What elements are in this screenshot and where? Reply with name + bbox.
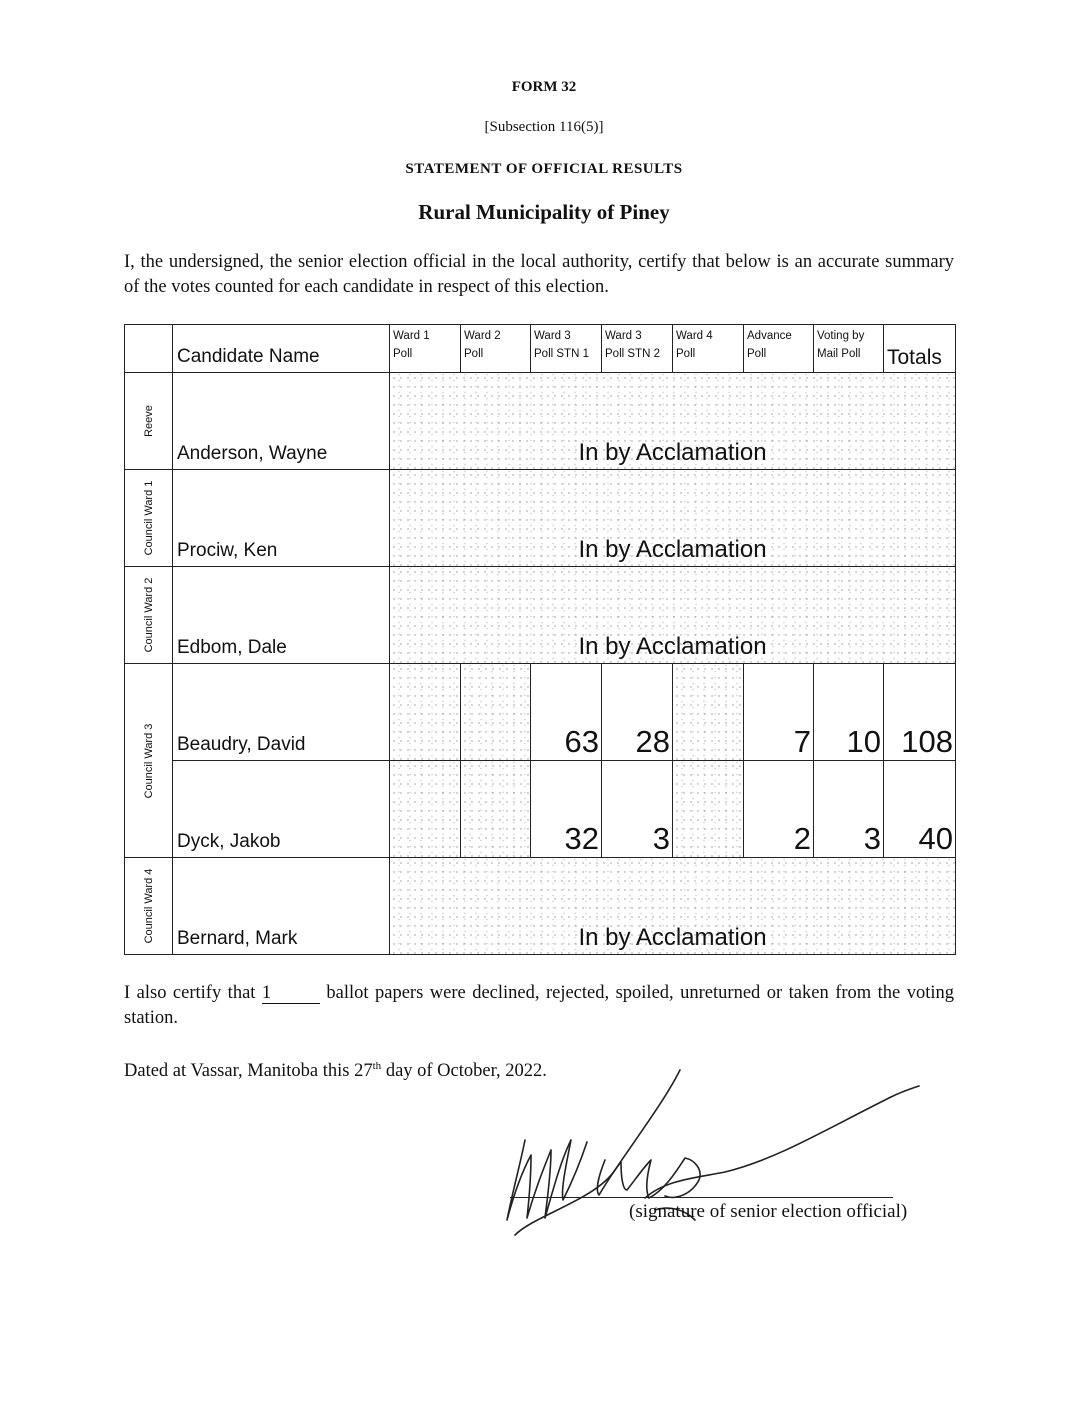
candidate-name: Edbom, Dale	[173, 567, 390, 664]
dated-superscript: th	[372, 1060, 382, 1072]
table-row	[125, 761, 956, 858]
total-votes: 40	[884, 761, 956, 858]
acclamation-cell: In by Acclamation	[390, 567, 956, 664]
ward2-poll-header: Ward 2 Poll	[461, 325, 531, 373]
signature-caption: (signature of senior election official)	[629, 1201, 908, 1222]
ballot-certification	[124, 981, 954, 1031]
ward3-stn2-votes: 28	[602, 664, 673, 761]
candidate-name: Bernard, Mark	[173, 858, 390, 955]
ward2-poll-votes	[461, 761, 531, 858]
mail-poll-header: Voting by Mail Poll	[814, 325, 884, 373]
mail-poll-votes: 10	[814, 664, 884, 761]
advance-poll-header: Advance Poll	[744, 325, 814, 373]
ward3-stn1-header: Ward 3 Poll STN 1	[531, 325, 602, 373]
form-number: FORM 32	[511, 79, 577, 95]
section-label-reeve: Reeve	[142, 405, 155, 437]
acclamation-cell: In by Acclamation	[390, 858, 956, 955]
section-label-council-ward-3: Council Ward 3	[142, 723, 155, 798]
ballot-cert-prefix: I also certify that	[124, 983, 256, 1003]
section-label-council-ward-2: Council Ward 2	[142, 577, 155, 653]
candidate-name: Anderson, Wayne	[173, 373, 390, 470]
ward4-poll-header: Ward 4 Poll	[673, 325, 744, 373]
municipality-title: Rural Municipality of Piney	[418, 200, 670, 224]
advance-poll-votes: 7	[744, 664, 814, 761]
section-label-council-ward-4: Council Ward 4	[142, 868, 155, 944]
total-votes: 108	[884, 664, 956, 761]
ward2-poll-votes	[461, 664, 531, 761]
ward4-poll-votes	[673, 761, 744, 858]
ballot-count-field: 1	[262, 984, 320, 1004]
certification-paragraph: I, the undersigned, the senior election official in the local authority, certify that below is an accurate summary of the votes counted for each candidate in respect of this election.	[124, 252, 954, 297]
mail-poll-votes: 3	[814, 761, 884, 858]
table-row	[125, 373, 956, 470]
ward4-poll-votes	[673, 664, 744, 761]
dated-prefix: Dated at Vassar, Manitoba this 27	[124, 1061, 373, 1082]
ward3-stn1-votes: 63	[531, 664, 602, 761]
dated-suffix: day of October, 2022.	[385, 1061, 547, 1082]
table-row	[125, 664, 956, 761]
candidate-name: Dyck, Jakob	[173, 761, 390, 858]
candidate-name-header: Candidate Name	[173, 325, 390, 373]
ward1-poll-votes	[390, 664, 461, 761]
table-header-row	[125, 325, 956, 373]
signature-line	[510, 1197, 893, 1198]
advance-poll-votes: 2	[744, 761, 814, 858]
ward3-stn1-votes: 32	[531, 761, 602, 858]
section-label-cell	[125, 567, 173, 664]
section-label-cell	[125, 664, 173, 858]
candidate-name: Beaudry, David	[173, 664, 390, 761]
ward1-poll-votes	[390, 761, 461, 858]
section-label-cell	[125, 470, 173, 567]
ward1-poll-header: Ward 1 Poll	[390, 325, 461, 373]
section-label-cell	[125, 373, 173, 470]
ballot-cert-suffix: ballot papers were declined, rejected, spoiled, unreturned or taken from the voting station.	[124, 983, 954, 1028]
subsection-reference: [Subsection 116(5)]	[484, 119, 604, 135]
table-row	[125, 858, 956, 955]
results-table	[124, 324, 956, 955]
ward3-stn2-votes: 3	[602, 761, 673, 858]
candidate-name: Prociw, Ken	[173, 470, 390, 567]
table-row	[125, 470, 956, 567]
section-label-cell	[125, 858, 173, 955]
acclamation-cell: In by Acclamation	[390, 470, 956, 567]
section-header-cell	[125, 325, 173, 373]
section-label-council-ward-1: Council Ward 1	[142, 480, 155, 556]
acclamation-cell: In by Acclamation	[390, 373, 956, 470]
statement-title: STATEMENT OF OFFICIAL RESULTS	[405, 161, 683, 177]
table-row	[125, 567, 956, 664]
ward3-stn2-header: Ward 3 Poll STN 2	[602, 325, 673, 373]
totals-header: Totals	[884, 325, 956, 373]
